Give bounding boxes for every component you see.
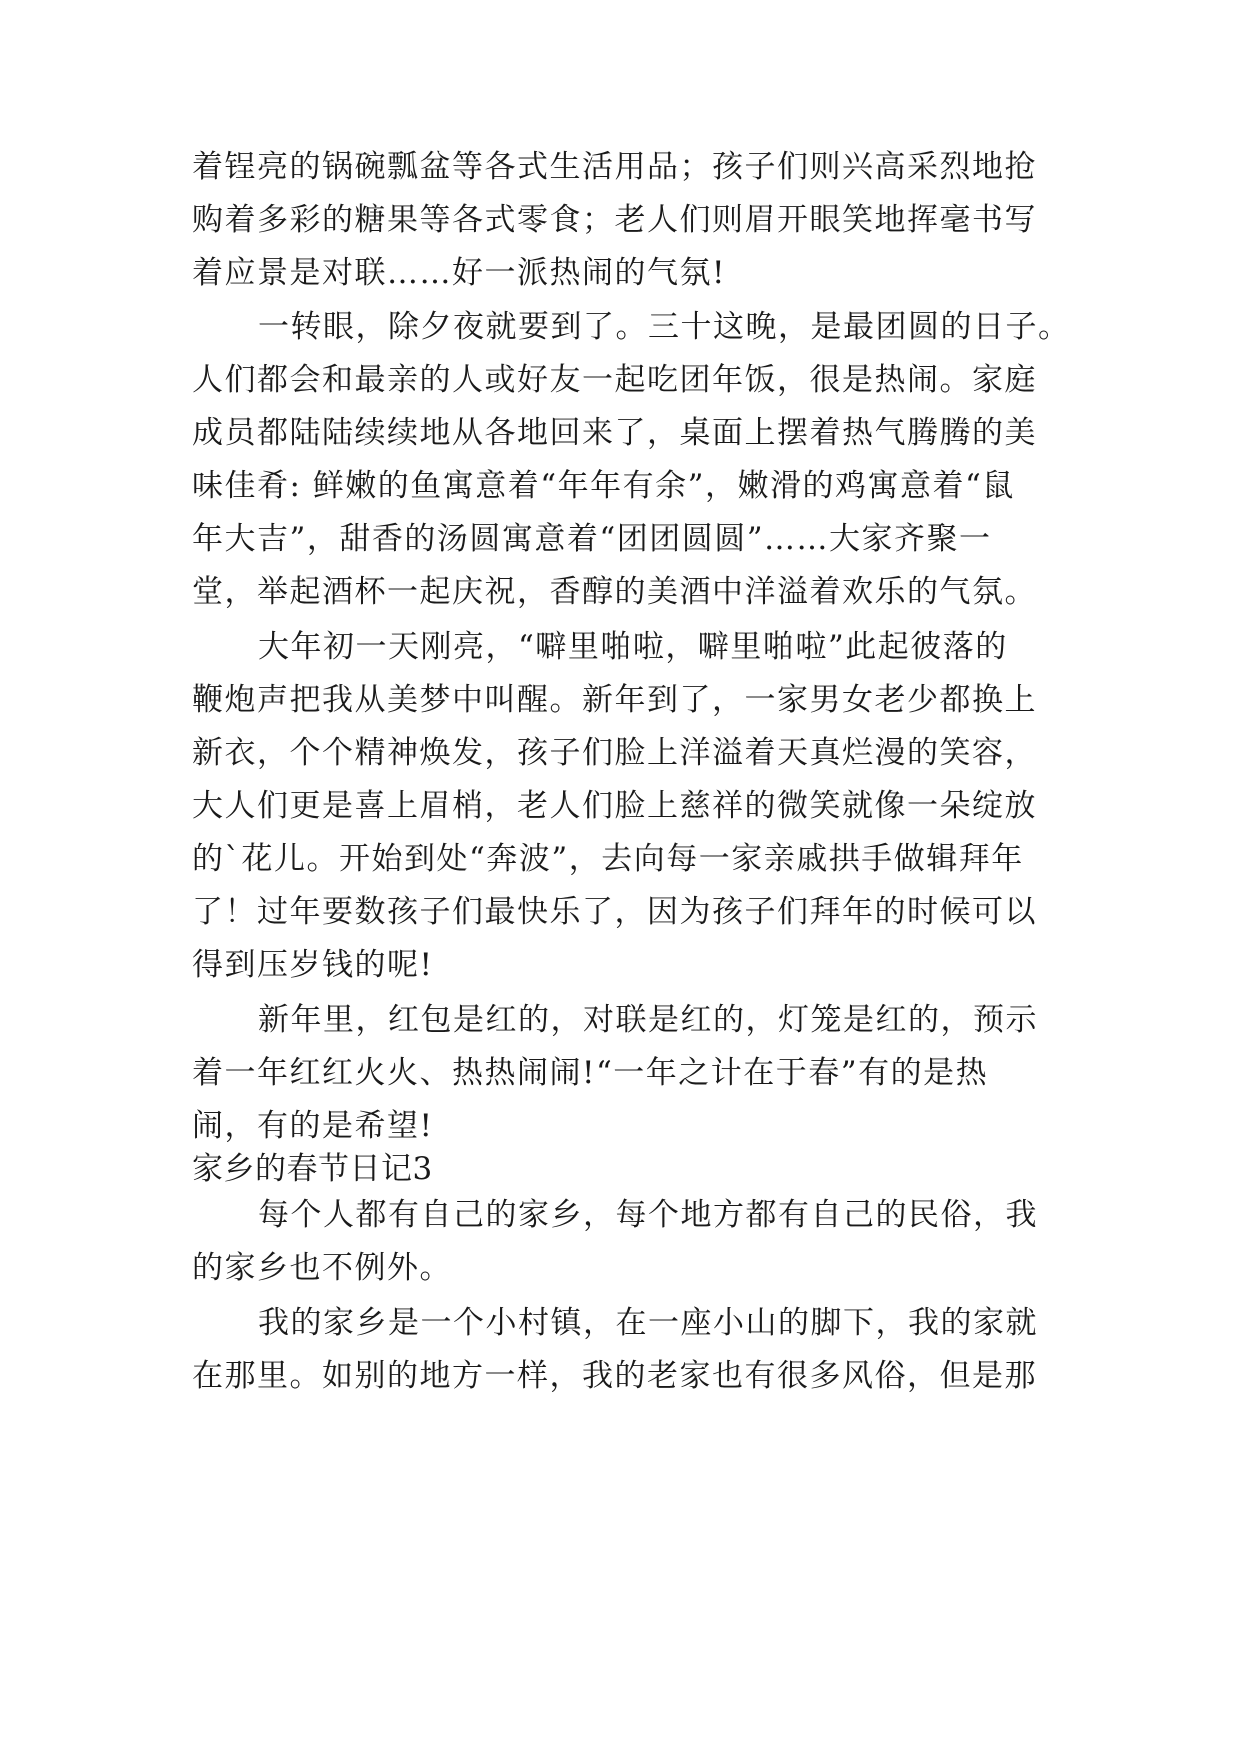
text-line: 在那里。如别的地方一样，我的老家也有很多风俗，但是那 <box>192 1358 1037 1394</box>
text-line: 大年初一天刚亮，“噼里啪啦，噼里啪啦”此起彼落的 <box>258 629 1008 665</box>
text-line: 的家乡也不例外。 <box>192 1250 452 1286</box>
text-line: 我的家乡是一个小村镇，在一座小山的脚下，我的家就 <box>258 1305 1038 1341</box>
text-line: 成员都陆陆续续地从各地回来了，桌面上摆着热气腾腾的美 <box>192 415 1037 451</box>
text-line: 购着多彩的糖果等各式零食；老人们则眉开眼笑地挥毫书写 <box>192 202 1037 238</box>
text-line: 闹，有的是希望! <box>192 1108 434 1144</box>
text-line: 一转眼，除夕夜就要到了。三十这晚，是最团圆的日子。 <box>258 309 1071 345</box>
text-line: 着锃亮的锅碗瓢盆等各式生活用品；孩子们则兴高采烈地抢 <box>192 149 1037 185</box>
text-line: 了！过年要数孩子们最快乐了，因为孩子们拜年的时候可以 <box>192 894 1037 930</box>
text-line: 味佳肴: 鲜嫩的鱼寓意着“年年有余”，嫩滑的鸡寓意着“鼠 <box>192 468 1015 504</box>
text-line: 得到压岁钱的呢! <box>192 947 434 983</box>
text-line: 堂，举起酒杯一起庆祝，香醇的美酒中洋溢着欢乐的气氛。 <box>192 574 1037 610</box>
text-line: 大人们更是喜上眉梢，老人们脸上慈祥的微笑就像一朵绽放 <box>192 788 1037 824</box>
text-line: 鞭炮声把我从美梦中叫醒。新年到了，一家男女老少都换上 <box>192 682 1037 718</box>
text-line: 的`花儿。开始到处“奔波”，去向每一家亲戚拱手做辑拜年 <box>192 841 1024 877</box>
text-line: 新衣，个个精神焕发，孩子们脸上洋溢着天真烂漫的笑容， <box>192 735 1037 771</box>
text-line: 新年里，红包是红的，对联是红的，灯笼是红的，预示 <box>258 1002 1038 1038</box>
text-line: 人们都会和最亲的人或好友一起吃团年饭，很是热闹。家庭 <box>192 362 1037 398</box>
text-line: 着应景是对联……好一派热闹的气氛! <box>192 255 726 291</box>
heading-text: 家乡的春节日记3 <box>192 1151 433 1187</box>
text-line: 每个人都有自己的家乡，每个地方都有自己的民俗，我 <box>258 1197 1038 1233</box>
text-line: 年大吉”，甜香的汤圆寓意着“团团圆圆”……大家齐聚一 <box>192 521 992 557</box>
text-line: 着一年红红火火、热热闹闹!“一年之计在于春”有的是热 <box>192 1055 989 1091</box>
